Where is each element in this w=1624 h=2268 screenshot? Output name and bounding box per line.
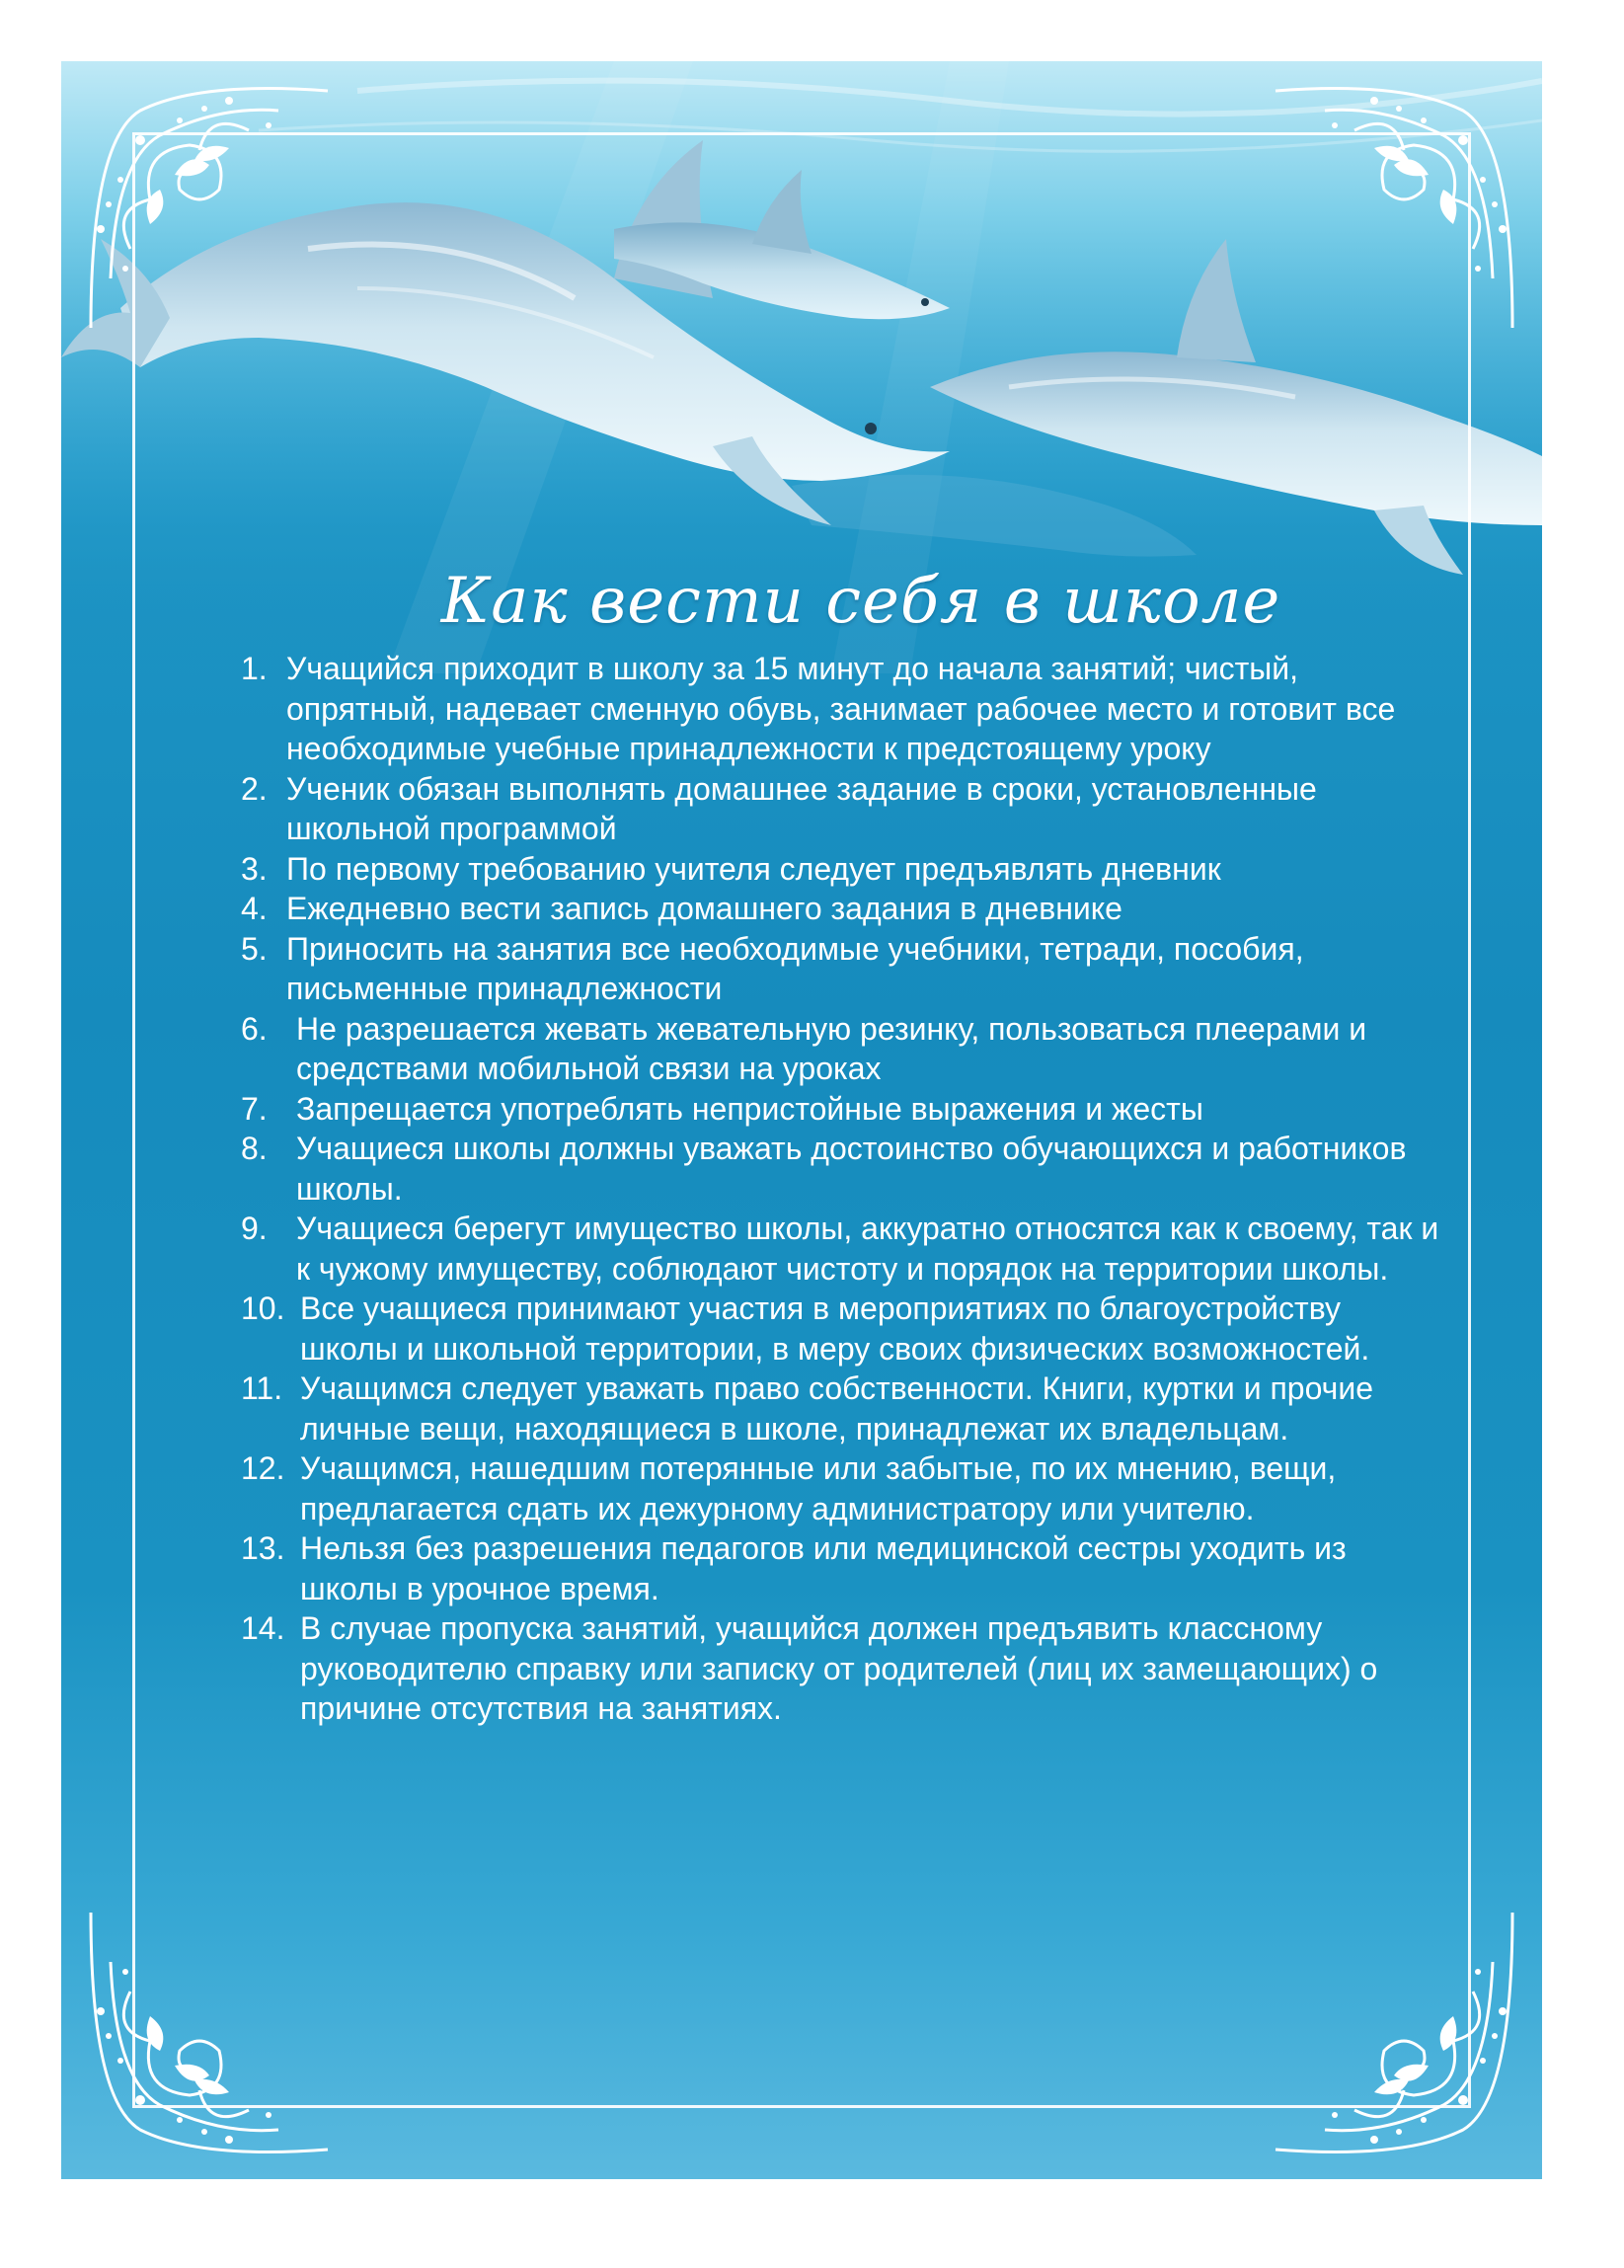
list-item: [241, 1209, 1445, 1289]
rule-text: Учащимся следует уважать право собственности. Книги, куртки и прочие личные вещи, находящиеся в школе, принадлежат их владельцам.: [300, 1370, 1374, 1447]
rule-text: Запрещается употреблять непристойные выражения и жесты: [296, 1090, 1203, 1127]
ornament-corner-icon: [81, 1903, 338, 2159]
list-item: [241, 889, 1445, 929]
rule-text: По первому требованию учителя следует предъявлять дневник: [286, 850, 1221, 887]
list-item: [241, 649, 1445, 769]
rule-text: В случае пропуска занятий, учащийся должен предъявить классному руководителю справку или записку от родителей (лиц их замещающих) о причине отсутствия на занятиях.: [300, 1610, 1378, 1726]
rule-number: 11.: [241, 1370, 283, 1406]
rule-number: 4.: [241, 891, 268, 926]
page-title: Как вести себя в школе: [440, 565, 1281, 638]
rule-number: 7.: [241, 1090, 268, 1127]
rule-text: Нельзя без разрешения педагогов или медицинской сестры уходить из школы в урочное время.: [300, 1530, 1347, 1606]
rule-number: 14.: [241, 1610, 285, 1646]
list-item: [241, 769, 1445, 849]
list-item: [241, 1289, 1445, 1369]
rule-number: 9.: [241, 1211, 268, 1246]
rule-text: Ежедневно вести запись домашнего задания в дневнике: [286, 891, 1122, 926]
rule-number: 8.: [241, 1131, 268, 1166]
rule-text: Приносить на занятия все необходимые учебники, тетради, пособия, письменные принадлежности: [286, 930, 1304, 1006]
list-item: [241, 1089, 1445, 1130]
rule-text: Ученик обязан выполнять домашнее задание в сроки, установленные школьной программой: [286, 770, 1317, 846]
list-item: [241, 1129, 1445, 1209]
list-item: [241, 1369, 1445, 1448]
ornament-corner-icon: [81, 81, 338, 338]
rule-text: Учащиеся берегут имущество школы, аккуратно относятся как к своему, так и к чужому имуществу, соблюдают чистоту и порядок на территории школы.: [296, 1211, 1439, 1287]
rule-text: Учащимся, нашедшим потерянные или забытые, по их мнению, вещи, предлагается сдать их дежурному администратору или учителю.: [300, 1450, 1337, 1526]
list-item: [241, 1448, 1445, 1528]
list-item: [241, 1528, 1445, 1608]
rule-text: Учащиеся школы должны уважать достоинство обучающихся и работников школы.: [296, 1131, 1407, 1207]
rule-number: 10.: [241, 1290, 285, 1326]
rule-number: 6.: [241, 1010, 268, 1047]
poster: [61, 61, 1542, 2179]
rule-number: 13.: [241, 1530, 285, 1566]
rule-text: Учащийся приходит в школу за 15 минут до начала занятий; чистый, опрятный, надевает сменную обувь, занимает рабочее место и готовит все необходимые учебные принадлежности к предстоящему уроку: [286, 651, 1396, 766]
list-item: [241, 1608, 1445, 1729]
list-item: [241, 849, 1445, 890]
rules-list: [241, 649, 1445, 1729]
rule-number: 2.: [241, 770, 268, 807]
ornament-corner-icon: [1266, 81, 1522, 338]
rule-number: 1.: [241, 651, 268, 686]
rule-text: Все учащиеся принимают участия в мероприятиях по благоустройству школы и школьной территории, в меру своих физических возможностей.: [300, 1290, 1370, 1367]
rule-number: 3.: [241, 850, 268, 887]
list-item: [241, 929, 1445, 1009]
list-item: [241, 1009, 1445, 1089]
rule-number: 12.: [241, 1450, 285, 1486]
ornament-corner-icon: [1266, 1903, 1522, 2159]
rule-text: Не разрешается жевать жевательную резинку, пользоваться плеерами и средствами мобильной связи на уроках: [296, 1010, 1367, 1086]
rule-number: 5.: [241, 930, 268, 967]
